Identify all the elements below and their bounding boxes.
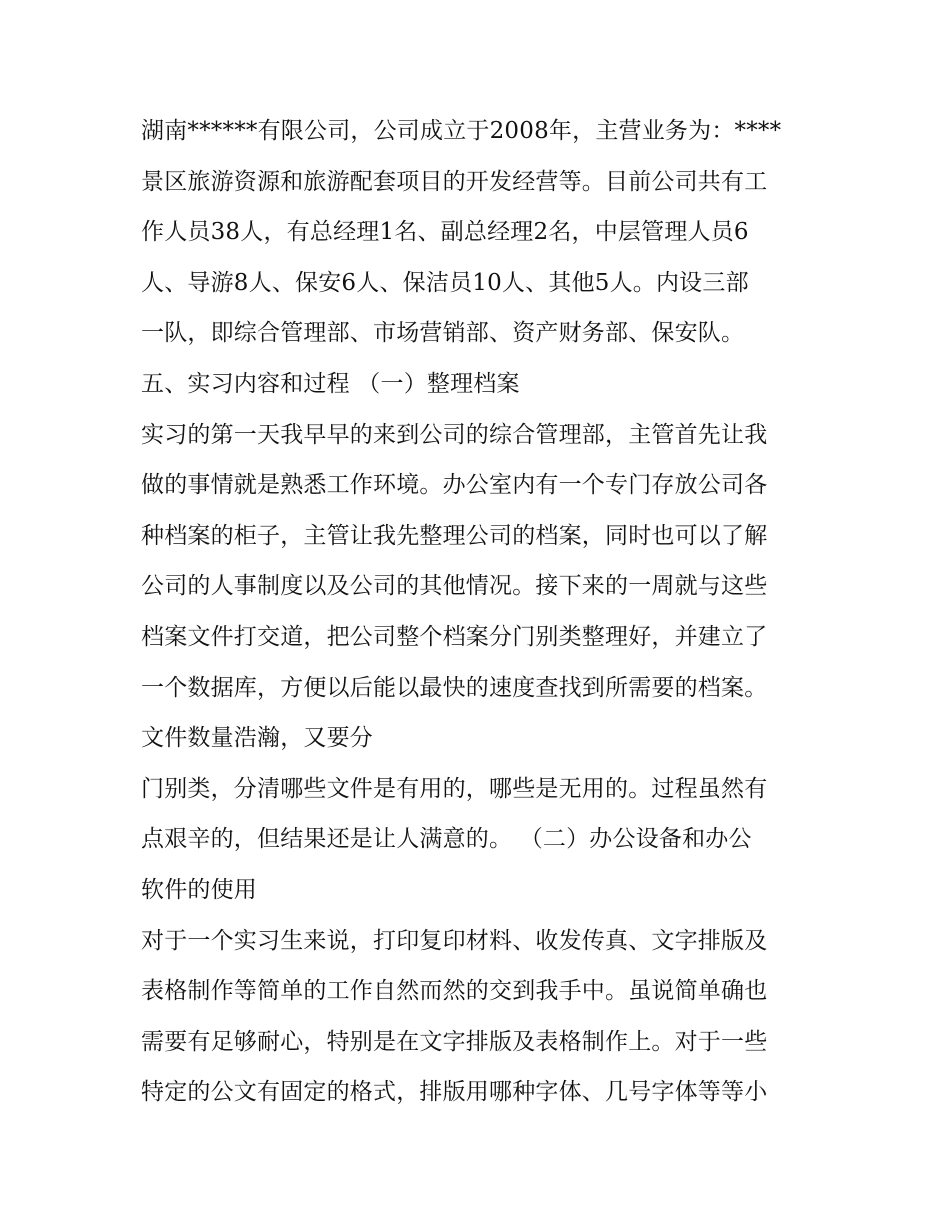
text-line: 需要有足够耐心，特别是在文字排版及表格制作上。对于一些	[141, 1028, 768, 1055]
text-line: 档案文件打交道，把公司整个档案分门别类整理好，并建立了	[141, 623, 768, 650]
text-line: 做的事情就是熟悉工作环境。办公室内有一个专门存放公司各	[141, 472, 768, 499]
text-line: 门别类，分清哪些文件是有用的，哪些是无用的。过程虽然有	[141, 775, 768, 802]
text-line: 点艰辛的，但结果还是让人满意的。 （二）办公设备和办公	[141, 826, 752, 853]
text-line: 作人员38人，有总经理1名、副总经理2名，中层管理人员6	[141, 219, 749, 246]
text-line: 软件的使用	[141, 876, 257, 903]
text-line: 文件数量浩瀚，又要分	[141, 725, 373, 752]
body-text	[141, 106, 821, 1118]
text-line: 对于一个实习生来说，打印复印材料、收发传真、文字排版及	[141, 927, 768, 954]
text-line: 实习的第一天我早早的来到公司的综合管理部，主管首先让我	[141, 421, 768, 448]
text-line: 湖南******有限公司，公司成立于2008年，主营业务为：****	[141, 118, 782, 144]
text-line: 表格制作等简单的工作自然而然的交到我手中。虽说简单确也	[141, 978, 768, 1005]
text-line: 特定的公文有固定的格式，排版用哪种字体、几号字体等等小	[141, 1079, 768, 1106]
text-line: 公司的人事制度以及公司的其他情况。接下来的一周就与这些	[141, 573, 768, 600]
text-line: 种档案的柜子，主管让我先整理公司的档案，同时也可以了解	[141, 522, 768, 549]
text-line: 一个数据库，方便以后能以最快的速度查找到所需要的档案。	[141, 674, 768, 701]
text-line: 一队，即综合管理部、市场营销部、资产财务部、保安队。	[141, 320, 745, 347]
text-line: 景区旅游资源和旅游配套项目的开发经营等。目前公司共有工	[141, 168, 768, 195]
section-heading: 五、实习内容和过程 （一）整理档案	[141, 370, 520, 397]
text-line: 人、导游8人、保安6人、保洁员10人、其他5人。内设三部	[141, 269, 749, 296]
